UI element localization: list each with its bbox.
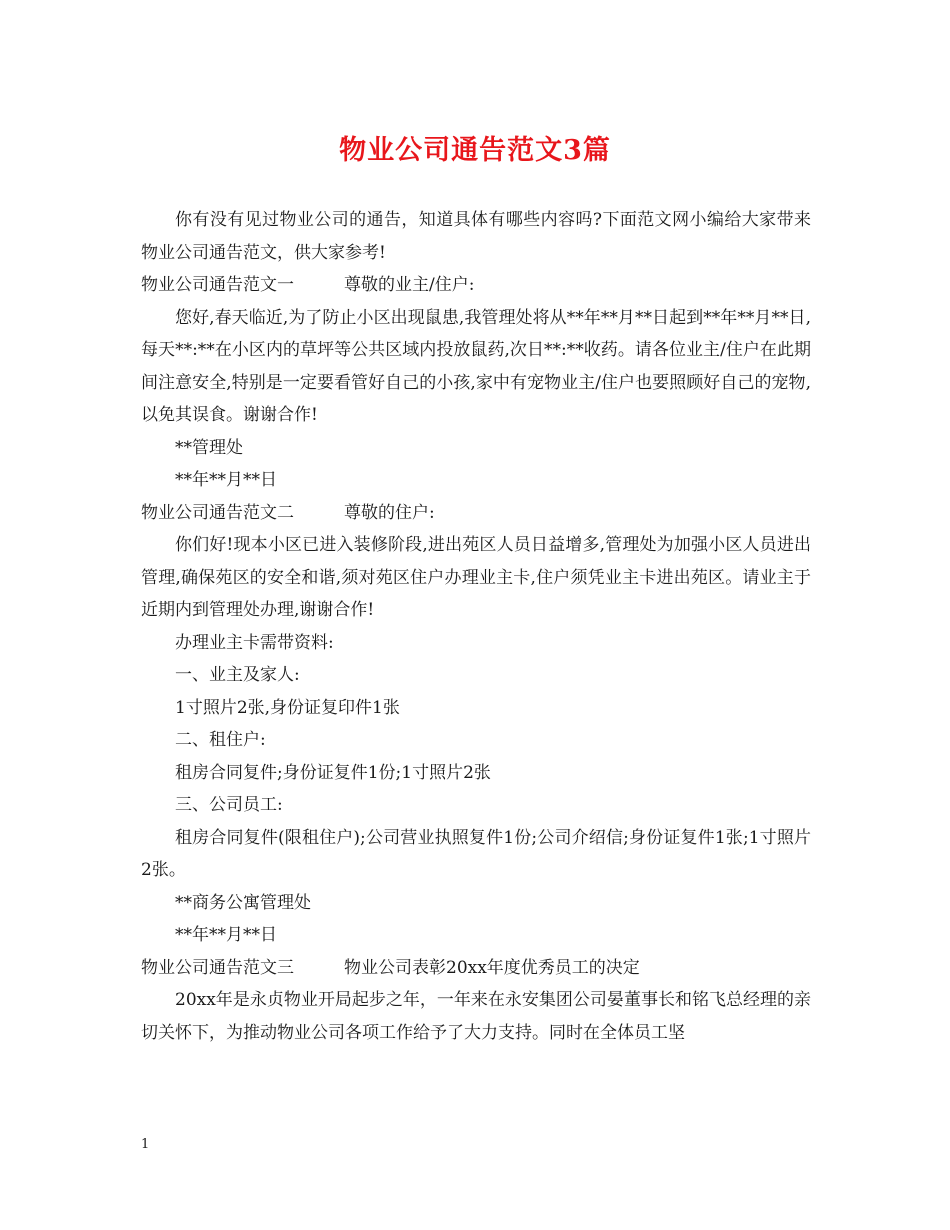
section-3-subtitle: 物业公司表彰20xx年度优秀员工的决定 [344, 957, 640, 978]
document-title: 物业公司通告范文3篇 [339, 135, 611, 166]
intro-paragraph: 你有没有见过物业公司的通告，知道具体有哪些内容吗?下面范文网小编给大家带来物业公司通告范文，供大家参考! [141, 210, 811, 263]
section-1-signature: **管理处 [175, 437, 243, 458]
section-2-date: **年**月**日 [175, 925, 277, 945]
section-1-salutation: 尊敬的业主/住户: [344, 275, 475, 295]
section-heading-3 [141, 952, 811, 985]
section-2-label: 物业公司通告范文二 [141, 502, 294, 523]
requirements-heading: 办理业主卡需带资料: [175, 632, 334, 653]
section-2-signature: **商务公寓管理处 [175, 892, 311, 913]
section-3-label: 物业公司通告范文三 [141, 957, 294, 978]
section-2-salutation: 尊敬的住户: [344, 502, 435, 523]
page-number: 1 [141, 1137, 150, 1152]
list-item-3-detail: 租房合同复件(限租住户);公司营业执照复件1份;公司介绍信;身份证复件1张;1寸照片2张。 [141, 827, 811, 880]
section-2-paragraph: 你们好!现本小区已进入装修阶段,进出苑区人员日益增多,管理处为加强小区人员进出管理,确保苑区的安全和谐,须对苑区住户办理业主卡,住户须凭业主卡进出苑区。请业主于近期内到管理处办理,谢谢合作! [141, 535, 811, 620]
document-body [141, 204, 811, 1049]
list-item-2-detail: 租房合同复件;身份证复件1份;1寸照片2张 [175, 762, 491, 783]
section-3-paragraph: 20xx年是永贞物业开局起步之年，一年来在永安集团公司晏董事长和铭飞总经理的亲切关怀下，为推动物业公司各项工作给予了大力支持。同时在全体员工坚 [141, 990, 811, 1043]
list-item-2: 二、租住户: [175, 730, 266, 750]
section-heading-2 [141, 497, 811, 530]
section-heading-1 [141, 269, 811, 302]
section-1-paragraph: 您好,春天临近,为了防止小区出现鼠患,我管理处将从**年**月**日起到**年**月**日,每天**:**在小区内的草坪等公共区域内投放鼠药,次日**:**收药。请各位业主/住户在此期间注意安全,特别是一定要看管好自己的小孩,家中有宠物业主/住户也要照顾好自己的宠物,以免其误食。谢谢合作! [141, 307, 811, 425]
list-item-1: 一、业主及家人: [175, 665, 300, 685]
section-1-date: **年**月**日 [175, 470, 277, 490]
section-1-label: 物业公司通告范文一 [141, 275, 294, 295]
list-item-3: 三、公司员工: [175, 795, 283, 815]
list-item-1-detail: 1寸照片2张,身份证复印件1张 [175, 697, 400, 718]
